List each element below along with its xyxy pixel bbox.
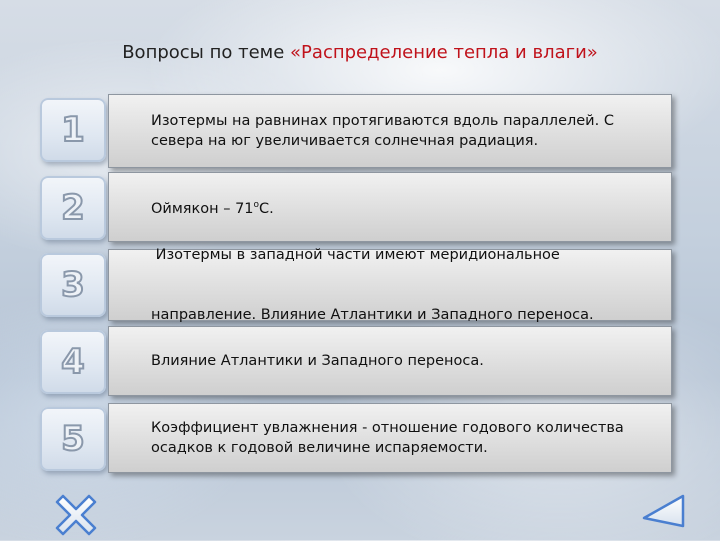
question-number-button-3[interactable] <box>40 253 106 317</box>
back-button[interactable] <box>640 493 686 529</box>
answer-panel-5 <box>108 403 672 473</box>
close-button[interactable] <box>54 493 98 537</box>
answer-line: Коэффициент увлажнения - отношение годового количества <box>151 420 624 436</box>
title-highlight: «Распределение тепла и влаги» <box>290 42 598 63</box>
question-number-label: 5 <box>61 419 85 459</box>
question-number-button-1[interactable] <box>40 98 106 162</box>
answer-panel-3 <box>108 249 672 321</box>
page-title <box>0 42 720 63</box>
answer-text <box>151 418 624 458</box>
answer-line: севера на юг увеличивается солнечная радиация. <box>151 133 539 149</box>
answer-line: Изотермы на равнинах протягиваются вдоль параллелей. С <box>151 113 614 129</box>
question-number-label: 3 <box>61 265 85 305</box>
answer-text <box>151 351 484 371</box>
answer-unit: С. <box>259 201 274 217</box>
question-number-button-5[interactable] <box>40 407 106 471</box>
answer-line: направление. Влияние Атлантики и Западного переноса. <box>151 307 594 323</box>
question-number-label: 4 <box>61 342 85 382</box>
answer-line: Оймякон – 71 <box>151 201 254 217</box>
question-number-button-2[interactable] <box>40 176 106 240</box>
answer-line: Изотермы в западной части имеют меридиональное <box>151 247 560 263</box>
question-number-label: 1 <box>61 110 85 150</box>
close-x-icon <box>54 493 98 537</box>
answer-line: осадков к годовой величине испаряемости. <box>151 440 488 456</box>
back-triangle-icon <box>640 493 686 529</box>
answer-panel-4 <box>108 326 672 396</box>
question-number-button-4[interactable] <box>40 330 106 394</box>
question-number-label: 2 <box>61 188 85 228</box>
answer-panel-1 <box>108 94 672 168</box>
title-prefix: Вопросы по теме <box>122 42 291 63</box>
answer-line: Влияние Атлантики и Западного переноса. <box>151 353 484 369</box>
degree-mark: о <box>253 200 260 210</box>
answer-text <box>151 111 614 151</box>
